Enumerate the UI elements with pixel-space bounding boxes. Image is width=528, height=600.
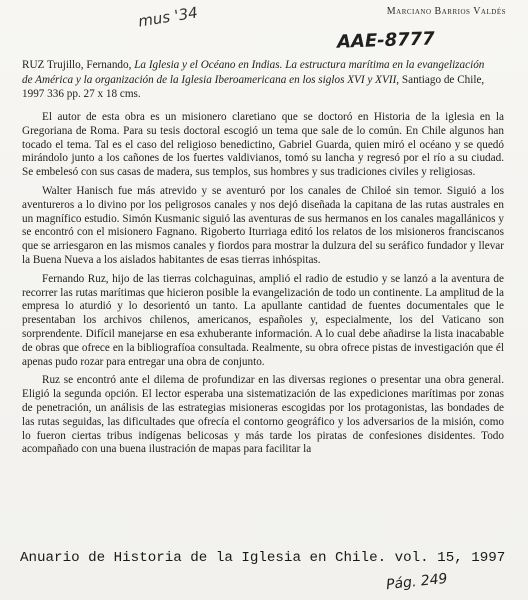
handwritten-note: mus '34 xyxy=(136,3,199,31)
journal-footer: Anuario de Historia de la Iglesia en Chile. vol. 15, 1997 xyxy=(20,550,506,566)
citation-publication: , Santiago de Chile, 1997 336 pp. 27 x 18 cms. xyxy=(22,73,485,100)
catalog-stamp: AAE-8777 xyxy=(336,28,436,53)
author-name: Marciano Barrios Valdés xyxy=(386,6,506,17)
paragraph: Ruz se encontró ante el dilema de profundizar en las diversas regiones o presentar una obra general. Eligió la segunda opción. El lector esperaba una sistematización de las expediciones marítimas por zonas de penetración, un análisis de las estrategias misioneras escogidas por los protagonistas, las bondades de las rutas seguidas, las dificultades que ofrecía el contorno geográfico y los adversarios de la misión, como lo fueron ciertas tribus indígenas belicosas y más tarde los piratas de confesiones disidentes. Todo acompañado con una buena ilustración de mapas para facilitar la xyxy=(22,374,504,456)
review-body xyxy=(22,111,504,462)
bibliographic-citation xyxy=(22,58,492,102)
paragraph: Fernando Ruz, hijo de las tierras colchaguinas, amplió el radio de estudio y se lanzó a la aventura de recorrer las rutas marítimas que hicieron posible la evangelización de todo un continente. La amplitud de la empresa lo aturdió y lo desorientó un tanto. La apullante cantidad de fuentes documentales que le presentaban los archivos chilenos, americanos, españoles y, especialmente, los del Vaticano son sorprendente. Difícil manejarse en esa exhuberante información. A lo cual debe añadirse la lista inacabable de obras que ofrece en la bibliografíoa consultada. Realmente, su obra ofrece pistas de investigación que él apenas pudo rozar para entregar una obra de conjunto. xyxy=(22,272,504,368)
paragraph: El autor de esta obra es un misionero claretiano que se doctoró en Historia de la iglesia en la Gregoriana de Roma. Para su tesis doctoral escogió un tema que sale de lo común. En Chile algunos han tocado el tema. Tal es el caso del religioso benedictino, Gabriel Guarda, quien miró el océano y se quedó mirándolo junto a los cañones de los fuertes valdivianos, tomó su lancha y regresó por el río a su ciudad. Se embelesó con sus casas de madera, sus templos, sus hombres y sus tradiciones civiles y religiosas. xyxy=(22,111,504,179)
citation-lead: RUZ Trujillo, Fernando, xyxy=(22,59,135,71)
citation-title: La Iglesia y el Océano en Indias. La estructura marítima en la evangelización de América y la organización de la Iglesia Iberoamericana en los siglos XVI y XVII xyxy=(22,59,485,86)
paragraph: Walter Hanisch fue más atrevido y se aventuró por los canales de Chiloé sin temor. Siguió a los aventureros a lo divino por los peligrosos canales y nos dejó diseñada la capitana de las rutas australes en un magnífico estudio. Simón Kusmanic siguió las aventuras de sus hermanos en los canales magallánicos y se encontró con el misionero Fagnano. Rigoberto Iturriaga editó los relatos de los misioneros franciscanos que se arriesgaron en las mismos canales y fiordos para mostrar la dulzura del su seráfico fundador y llevar la Buena Nueva a los aislados habitantes de esas tierras inhóspitas. xyxy=(22,184,504,266)
handwritten-page-note: Pág. 249 xyxy=(385,570,449,594)
